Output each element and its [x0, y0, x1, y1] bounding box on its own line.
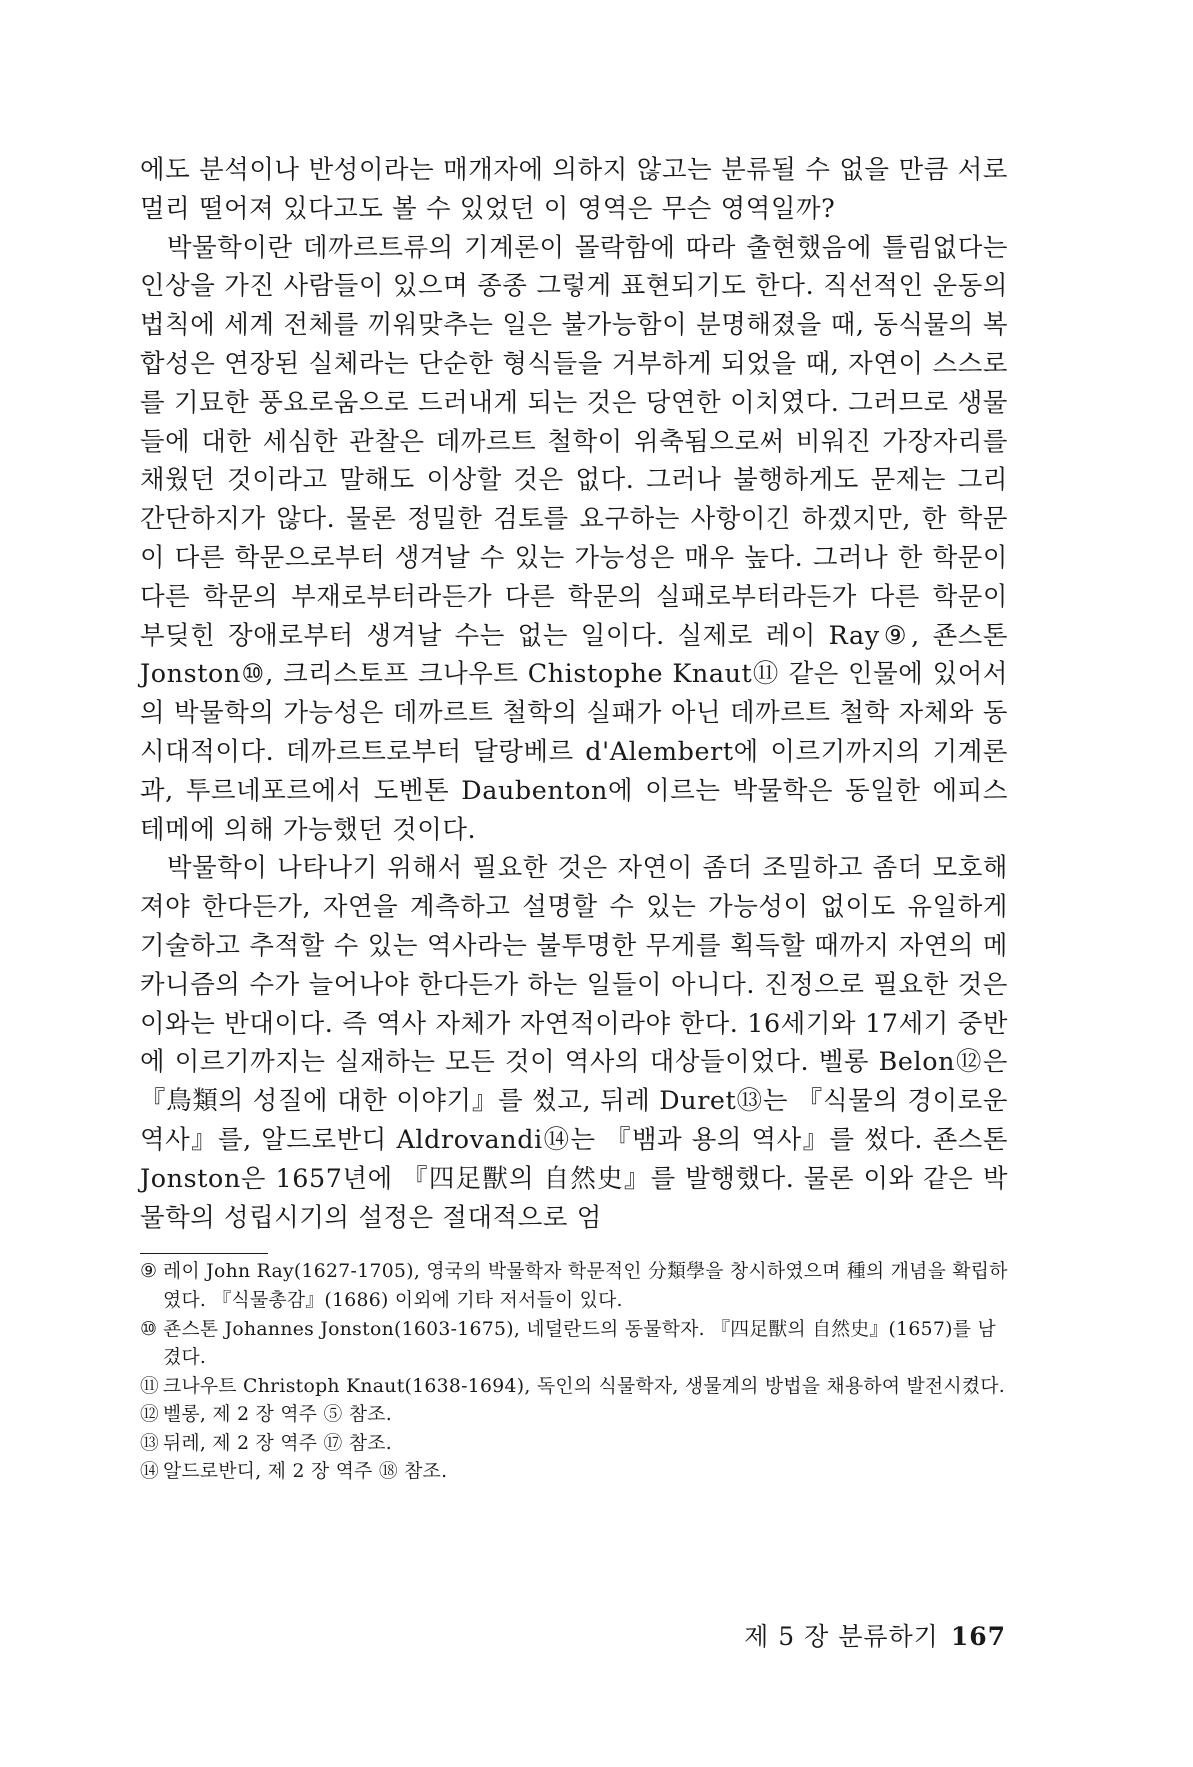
- footnote-text: 알드로반디, 제 2 장 역주 ⑱ 참조.: [163, 1461, 448, 1483]
- footnote-item: [140, 1258, 1008, 1315]
- footnote-divider: [140, 1253, 268, 1254]
- footnote-item: [140, 1401, 1008, 1430]
- footnotes: [140, 1258, 1008, 1487]
- chapter-title: 제 5 장 분류하기: [744, 1622, 939, 1651]
- footnote-marker: ⑩: [140, 1318, 158, 1340]
- footnote-marker: ⑭: [140, 1461, 160, 1483]
- paragraph-mechanism-and-natural-history: 박물학이란 데까르트류의 기계론이 몰락함에 따라 출현했음에 틀림없다는 인상을 가진 사람들이 있으며 종종 그렇게 표현되기도 한다. 직선적인 운동의 법칙에 세계 전체를 끼워맞추는 일은 불가능함이 분명해졌을 때, 동식물의 복합성은 연장된 실체라는 단순한 형식들을 거부하게 되었을 때, 자연이 스스로를 기묘한 풍요로움으로 드러내게 되는 것은 당연한 이치였다. 그러므로 생물들에 대한 세심한 관찰은 데까르트 철학이 위축됨으로써 비워진 가장자리를 채웠던 것이라고 말해도 이상할 것은 없다. 그러나 불행하게도 문제는 그리 간단하지가 않다. 물론 정밀한 검토를 요구하는 사항이긴 하겠지만, 한 학문이 다른 학문으로부터 생겨날 수 있는 가능성은 매우 높다. 그러나 한 학문이 다른 학문의 부재로부터라든가 다른 학문의 실패로부터라든가 다른 학문이 부딪힌 장애로부터 생겨날 수는 없는 일이다. 실제로 레이 Ray⑨, 죤스톤 Jonston⑩, 크리스토프 크나우트 Chistophe Knaut⑪ 같은 인물에 있어서의 박물학의 가능성은 데까르트 철학의 실패가 아닌 데까르트 철학 자체와 동시대적이다. 데까르트로부터 달랑베르 d'Alembert에 이르기까지의 기계론과, 투르네포르에서 도벤톤 Daubenton에 이르는 박물학은 동일한 에피스테메에 의해 가능했던 것이다.: [140, 231, 1008, 844]
- paragraph-continuation: 에도 분석이나 반성이라는 매개자에 의하지 않고는 분류될 수 없을 만큼 서로 멀리 떨어져 있다고도 볼 수 있었던 이 영역은 무슨 영역일까?: [140, 154, 1008, 223]
- footnote-item: [140, 1373, 1008, 1402]
- body-text: [140, 150, 1008, 1236]
- footnote-item: [140, 1316, 1008, 1373]
- footnote-marker: ⑫: [140, 1404, 160, 1426]
- footnote-marker: ⑬: [140, 1432, 160, 1454]
- page: [140, 150, 1008, 1487]
- footnote-marker: ⑪: [140, 1375, 160, 1397]
- footnote-text: 크나우트 Christoph Knaut(1638-1694), 독인의 식물학자, 생물계의 방법을 채용하여 발전시켰다.: [163, 1375, 1006, 1397]
- page-number: 167: [950, 1622, 1006, 1651]
- footnote-text: 벨롱, 제 2 장 역주 ⑤ 참조.: [163, 1404, 393, 1426]
- footnote-item: [140, 1430, 1008, 1459]
- footnote-text: 죤스톤 Johannes Jonston(1603-1675), 네덜란드의 동물학자. 『四足獸의 自然史』(1657)를 남겼다.: [163, 1318, 996, 1369]
- footnote-text: 뒤레, 제 2 장 역주 ⑰ 참조.: [163, 1432, 393, 1454]
- footnote-item: [140, 1458, 1008, 1487]
- footnote-marker: ⑨: [140, 1261, 158, 1283]
- running-footer: [744, 1617, 1006, 1653]
- paragraph-history-as-natural: 박물학이 나타나기 위해서 필요한 것은 자연이 좀더 조밀하고 좀더 모호해져야 한다든가, 자연을 계측하고 설명할 수 있는 가능성이 없이도 유일하게 기술하고 추적할 수 있는 역사라는 불투명한 무게를 획득할 때까지 자연의 메카니즘의 수가 늘어나야 한다든가 하는 일들이 아니다. 진정으로 필요한 것은 이와는 반대이다. 즉 역사 자체가 자연적이라야 한다. 16세기와 17세기 중반에 이르기까지는 실재하는 모든 것이 역사의 대상들이었다. 벨롱 Belon⑫은 『鳥類의 성질에 대한 이야기』를 썼고, 뒤레 Duret⑬는 『식물의 경이로운 역사』를, 알드로반디 Aldrovandi⑭는 『뱀과 용의 역사』를 썼다. 죤스톤 Jonston은 1657년에 『四足獸의 自然史』를 발행했다. 물론 이와 같은 박물학의 성립시기의 설정은 절대적으로 엄: [140, 852, 1008, 1232]
- footnote-text: 레이 John Ray(1627-1705), 영국의 박물학자 학문적인 分類學을 창시하였으며 種의 개념을 확립하였다. 『식물총감』(1686) 이외에 기타 저서들이 있다.: [163, 1261, 1008, 1311]
